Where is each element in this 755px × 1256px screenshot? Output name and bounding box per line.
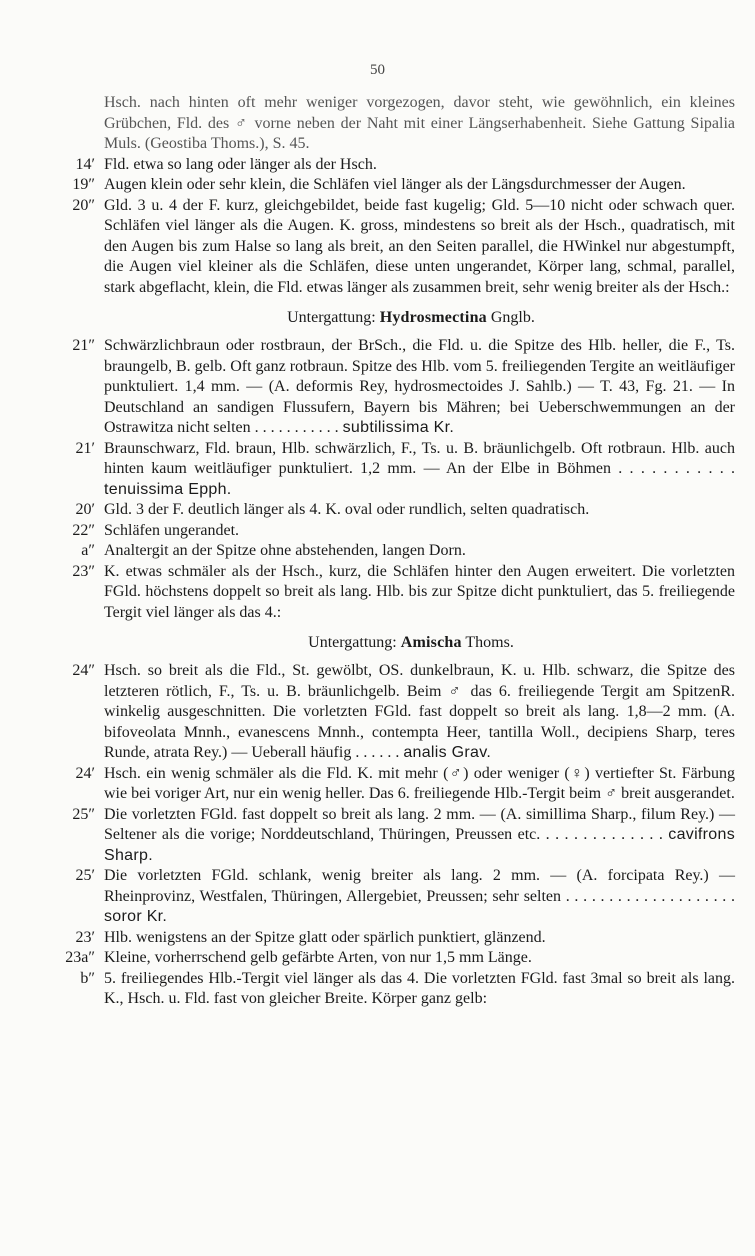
subgenus-author: Gnglb. xyxy=(490,309,535,326)
key-entry-22 xyxy=(57,521,735,542)
entry-text: Augen klein oder sehr klein, die Schläfen viel länger als der Längsdurchmesser der Augen. xyxy=(104,176,686,193)
page-number: 50 xyxy=(370,62,385,78)
entry-text: Analtergit an der Spitze ohne abstehenden, langen Dorn. xyxy=(104,542,466,559)
key-entry-20-single xyxy=(57,500,735,521)
entry-text: Schläfen ungerandet. xyxy=(104,521,240,539)
species-name: soror Kr. xyxy=(104,908,168,925)
entry-number: 21″ xyxy=(72,337,95,354)
entry-number: 21′ xyxy=(75,439,95,457)
entry-number: 14′ xyxy=(75,155,95,173)
entry-number: 25′ xyxy=(75,867,95,884)
entry-text: Hsch. nach hinten oft mehr weniger vorgezogen, davor steht, wie gewöhnlich, ein kleines Grübchen, Fld. des ♂ vorne neben der Naht mit einer Längserhabenheit. Siehe Gattung Sipalia Muls. (Geostiba Thoms.), S. 45. xyxy=(104,94,735,152)
entry-text: Hlb. wenigstens an der Spitze glatt oder spärlich punktiert, glänzend. xyxy=(104,928,546,946)
subgenus-author: Thoms. xyxy=(465,634,514,651)
key-entry-continuation xyxy=(57,93,735,155)
key-entry-a xyxy=(57,541,735,562)
key-entry-19 xyxy=(57,175,735,196)
entry-text: Die vorletzten FGld. schlank, wenig breiter als lang. 2 mm. — (A. forcipata Rey.) — Rheinprovinz, Westfalen, Thüringen, Allergebiet, Preussen; sehr selten . . . . . . . . . . . . . . . . . . . . xyxy=(104,867,735,905)
entry-text: 5. freiliegendes Hlb.-Tergit viel länger als das 4. Die vorletzten FGld. fast 3mal so breit als lang. K., Hsch. u. Fld. fast von gleicher Breite. Körper ganz gelb: xyxy=(104,969,735,1007)
subgenus-heading-amischa xyxy=(87,633,735,653)
key-entry-23a xyxy=(57,948,735,969)
key-entry-24-single xyxy=(57,764,735,805)
entry-text: Die vorletzten FGld. fast doppelt so breit als lang. 2 mm. — (A. simillima Sharp., filum Rey.) — Seltener als die vorige; Norddeutschland, Thüringen, Preussen etc. . . . . . . . . . . . . . xyxy=(104,805,735,843)
subgenus-heading-hydrosmectina xyxy=(87,308,735,328)
entry-text: Hsch. so breit als die Fld., St. gewölbt, OS. dunkelbraun, K. u. Hlb. schwarz, die Spitze des letzteren rötlich, F., Ts. u. B. bräunlichgelb. Beim ♂ das 6. freiliegende Tergit am SpitzenR. winkelig ausgeschnitten. Die vorletzten FGld. fast doppelt so breit als lang. 1,8—2 mm. (A. bifoveolata Mnnh., evanescens Mnnh., contempta Heer, tantilla Woll., decipiens Sharp, teres Runde, atrata Rey.) — Ueberall häufig . . . . . . xyxy=(104,662,735,761)
key-entry-20 xyxy=(57,196,735,299)
key-entry-b xyxy=(57,969,735,1010)
key-entry-23-single xyxy=(57,928,735,949)
species-name: subtilissima Kr. xyxy=(342,419,455,436)
entry-number: 24″ xyxy=(72,662,95,679)
entry-number: 24′ xyxy=(75,764,95,782)
key-entry-24-double xyxy=(57,661,735,764)
entry-text: Hsch. ein wenig schmäler als die Fld. K. mit mehr (♂) oder weniger (♀) vertiefter St. Färbung wie bei voriger Art, nur ein wenig heller. Das 6. freiliegende Hlb.-Tergit beim ♂ breit ausgerandet. xyxy=(104,764,735,802)
key-text xyxy=(57,93,735,1010)
entry-number: a″ xyxy=(81,542,95,559)
key-entry-25-single xyxy=(57,866,735,928)
key-entry-21-single xyxy=(57,439,735,501)
entry-number: 22″ xyxy=(72,521,95,539)
entry-number: 20″ xyxy=(72,196,95,214)
species-name: cavifrons Sharp. xyxy=(104,826,736,864)
entry-text: Schwärzlichbraun oder rostbraun, der BrSch., die Fld. u. die Spitze des Hlb. heller, die F., Ts. braungelb, B. gelb. Oft ganz rotbraun. Spitze des Hlb. vom 5. freiliegenden Tergite an weitläufiger punktuliert. 1,4 mm. — (A. deformis Rey, hydrosmectoides J. Sahlb.) — T. 43, Fg. 21. — In Deutschland an sandigen Flussufern, Bayern bis Mähren; bei Ueberschwemmungen an der Ostrawitza nicht selten . . . . . . . . . . . xyxy=(104,337,735,436)
entry-number: 23a″ xyxy=(65,949,95,966)
entry-number: 23″ xyxy=(72,562,95,580)
key-entry-14 xyxy=(57,155,735,176)
entry-text: K. etwas schmäler als der Hsch., kurz, die Schläfen hinter den Augen erweitert. Die vorletzten FGld. höchstens doppelt so breit als lang. Hlb. bis zur Spitze dicht punktuliert, das 5. freiliegende Tergit viel länger als das 4.: xyxy=(104,562,735,621)
subgenus-prefix: Untergattung: xyxy=(287,309,376,326)
key-entry-21-double xyxy=(57,336,735,439)
entry-text: Gld. 3 der F. deutlich länger als 4. K. oval oder rundlich, selten quadratisch. xyxy=(104,501,590,518)
species-name: tenuissima Epph. xyxy=(104,480,232,498)
species-name: analis Grav. xyxy=(403,744,492,761)
subgenus-prefix: Untergattung: xyxy=(308,634,397,651)
entry-text: Braunschwarz, Fld. braun, Hlb. schwärzlich, F., Ts. u. B. bräunlichgelb. Oft rotbraun. Hlb. auch hinten kaum weitläufiger punktuliert. 1,2 mm. — An der Elbe in Böhmen . . . . . . . . . . . xyxy=(104,439,735,477)
entry-number: 20′ xyxy=(75,501,95,518)
entry-number: 25″ xyxy=(72,805,95,823)
entry-number: 19″ xyxy=(72,176,95,193)
entry-text: Gld. 3 u. 4 der F. kurz, gleichgebildet, beide fast kugelig; Gld. 5—10 nicht oder schwach quer. Schläfen viel länger als die Augen. K. gross, mindestens so breit als der Hsch., quadratisch, mit den Augen bis zum Halse so lang als breit, an den Seiten parallel, die HWinkel nur abgestumpft, die Augen viel kleiner als die Schläfen, diese unten ungerandet, Körper lang, schmal, parallel, stark abgeflacht, klein, die Fld. etwas länger als zusammen breit, sehr wenig breiter als der Hsch.: xyxy=(104,196,735,296)
entry-number: 23′ xyxy=(75,928,95,946)
key-entry-25-double xyxy=(57,805,735,867)
entry-text: Fld. etwa so lang oder länger als der Hsch. xyxy=(104,155,377,173)
key-entry-23 xyxy=(57,562,735,624)
subgenus-name: Amischa xyxy=(400,634,462,651)
entry-text: Kleine, vorherrschend gelb gefärbte Arten, von nur 1,5 mm Länge. xyxy=(104,949,532,966)
entry-number: b″ xyxy=(80,969,95,987)
subgenus-name: Hydrosmectina xyxy=(379,309,487,326)
